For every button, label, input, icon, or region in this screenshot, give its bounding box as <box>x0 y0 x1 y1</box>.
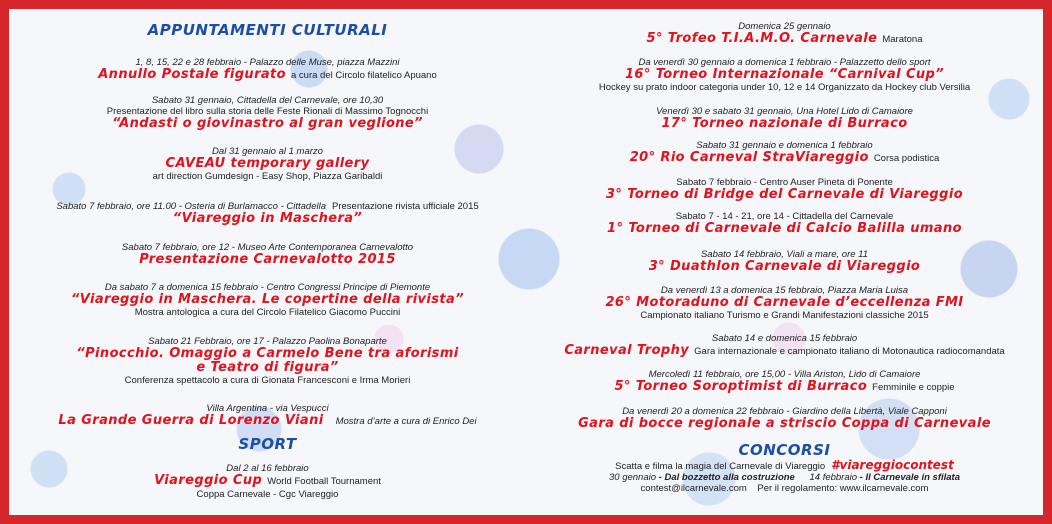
event-meta: Da venerdì 13 a domenica 15 febbraio, Piazza Maria Luisa <box>660 285 909 296</box>
event-item <box>526 140 1043 166</box>
contest-stage-1: - Dal bozzetto alla costruzione <box>658 472 795 483</box>
event-item <box>526 406 1043 431</box>
event-meta: Sabato 7 febbraio - Centro Auser Pineta di Ponente <box>676 177 893 188</box>
event-subtitle: Mostra antologica a cura del Circolo Filatelico Giacomo Puccini <box>134 307 401 318</box>
event-meta: Sabato 31 gennaio e domenica 1 febbraio <box>696 140 873 151</box>
event-title: Viareggio Cup <box>154 473 263 488</box>
event-meta-tail: Presentazione rivista ufficiale 2015 <box>332 201 479 212</box>
event-item <box>9 282 526 318</box>
event-item <box>9 201 526 226</box>
event-meta: Da venerdì 30 gennaio a domenica 1 febbraio - Palazzetto dello sport <box>638 57 931 68</box>
section-header-concorsi: CONCORSI <box>738 441 831 459</box>
section-header-sport: SPORT <box>238 435 297 453</box>
event-subtitle: Presentazione del libro sulla storia delle Feste Rionali di Massimo Tognocchi <box>106 106 429 117</box>
event-meta: 1, 8, 15, 22 e 28 febbraio - Palazzo delle Muse, piazza Mazzini <box>135 57 400 68</box>
event-title: Annullo Postale figurato <box>98 67 286 82</box>
event-title: Presentazione Carnevalotto 2015 <box>139 252 396 267</box>
event-title-line2: e Teatro di figura” <box>196 360 339 375</box>
contest-date-2: 14 febbraio <box>809 472 858 483</box>
event-meta: Villa Argentina - via Vespucci <box>206 403 329 414</box>
event-note: Femminile e coppie <box>872 382 955 393</box>
concorsi-intro: Scatta e filma la magia del Carnevale di Viareggio <box>615 461 826 472</box>
event-meta: Dal 2 al 16 febbraio <box>226 463 309 474</box>
event-meta: Sabato 7 febbraio, ore 11.00 - Osteria di Burlamacco - Cittadella <box>56 201 327 212</box>
event-item <box>9 403 526 429</box>
event-title: “Viareggio in Maschera” <box>172 211 363 226</box>
event-meta: Sabato 7 febbraio, ore 12 - Museo Arte Contemporanea Carnevalotto <box>121 242 414 253</box>
event-title: “Andasti o giovinastro al gran veglione” <box>112 116 423 131</box>
event-item <box>9 146 526 182</box>
event-subtitle: art direction Gumdesign - Easy Shop, Piazza Garibaldi <box>152 171 383 182</box>
event-title: “Viareggio in Maschera. Le copertine della rivista” <box>71 292 464 307</box>
event-meta: Sabato 21 Febbraio, ore 17 - Palazzo Paolina Bonaparte <box>148 336 387 347</box>
event-meta: Sabato 7 - 14 - 21, ore 14 - Cittadella del Carnevale <box>675 211 894 222</box>
event-title: Carneval Trophy <box>564 343 690 358</box>
event-subtitle: Coppa Carnevale - Cgc Viareggio <box>196 489 339 500</box>
event-item <box>526 21 1043 47</box>
event-meta: Sabato 14 febbraio, Viali a mare, ore 11 <box>700 249 869 260</box>
hashtag: #viareggiocontest <box>831 458 954 472</box>
event-item <box>526 285 1043 321</box>
event-note: Maratona <box>882 34 923 45</box>
event-item <box>9 463 526 500</box>
contest-contact: contest@ilcarnevale.com Per il regolamento: www.ilcarnevale.com <box>640 483 929 494</box>
event-title: 1° Torneo di Carnevale di Calcio Balilla umano <box>607 221 962 236</box>
event-note: World Football Tournament <box>267 476 381 487</box>
contest-stage-2: - Il Carnevale in sfilata <box>859 472 960 483</box>
program-page <box>9 9 1043 515</box>
event-meta: Venerdì 30 e sabato 31 gennaio, Una Hotel Lido di Camaiore <box>656 106 913 117</box>
event-title: CAVEAU temporary gallery <box>165 156 370 171</box>
event-item <box>9 57 526 83</box>
event-meta: Mercoledì 11 febbraio, ore 15,00 - Villa Ariston, Lido di Camaiore <box>648 369 921 380</box>
event-title: 20° Rio Carneval StraViareggio <box>629 150 869 165</box>
event-item <box>526 249 1043 274</box>
event-title: 3° Torneo di Bridge del Carnevale di Viareggio <box>605 187 964 202</box>
event-item <box>9 336 526 386</box>
event-item <box>526 211 1043 236</box>
event-title: 5° Trofeo T.I.A.M.O. Carnevale <box>646 31 878 46</box>
event-title: 26° Motoraduno di Carnevale d’eccellenza FMI <box>605 295 964 310</box>
event-item <box>9 242 526 267</box>
event-item <box>526 106 1043 131</box>
event-item <box>526 177 1043 202</box>
event-note: Corsa podistica <box>873 153 940 164</box>
event-subtitle: Campionato italiano Turismo e Grandi Manifestazioni classiche 2015 <box>640 310 929 321</box>
event-title: 3° Duathlon Carnevale di Viareggio <box>648 259 921 274</box>
event-title: “Pinocchio. Omaggio a Carmelo Bene tra aforismi <box>76 346 459 361</box>
event-meta: Da venerdì 20 a domenica 22 febbraio - Giardino della Libertà, Viale Capponi <box>622 406 947 417</box>
event-meta: Sabato 31 gennaio, Cittadella del Carnevale, ore 10,30 <box>151 95 384 106</box>
section-header-cultural: APPUNTAMENTI CULTURALI <box>147 21 388 39</box>
event-title: 17° Torneo nazionale di Burraco <box>661 116 908 131</box>
event-item <box>526 333 1043 359</box>
event-meta: Da sabato 7 a domenica 15 febbraio - Centro Congressi Principe di Piemonte <box>104 282 431 293</box>
event-title: 16° Torneo Internazionale “Carnival Cup” <box>624 67 945 82</box>
event-subtitle: Conferenza spettacolo a cura di Gionata Francesconi e Irma Morieri <box>124 375 411 386</box>
event-title: Gara di bocce regionale a striscio Coppa di Carnevale <box>578 416 991 431</box>
concorsi-block <box>526 460 1043 494</box>
event-note: a cura del Circolo filatelico Apuano <box>291 70 437 81</box>
event-meta: Domenica 25 gennaio <box>738 21 831 32</box>
contest-date-1: 30 gennaio <box>608 472 657 483</box>
event-meta: Sabato 14 e domenica 15 febbraio <box>711 333 858 344</box>
event-title: La Grande Guerra di Lorenzo Viani <box>58 413 324 428</box>
event-item <box>526 369 1043 395</box>
event-subtitle: Hockey su prato indoor categoria under 10, 12 e 14 Organizzato da Hockey club Versilia <box>598 82 971 93</box>
event-item <box>526 57 1043 93</box>
event-note: Gara internazionale e campionato italiano di Motonautica radiocomandata <box>694 346 1005 357</box>
event-meta: Dal 31 gennaio al 1 marzo <box>212 146 323 157</box>
event-note: Mostra d’arte a cura di Enrico Dei <box>335 416 477 427</box>
event-title: 5° Torneo Soroptimist di Burraco <box>614 379 868 394</box>
event-item <box>9 95 526 131</box>
